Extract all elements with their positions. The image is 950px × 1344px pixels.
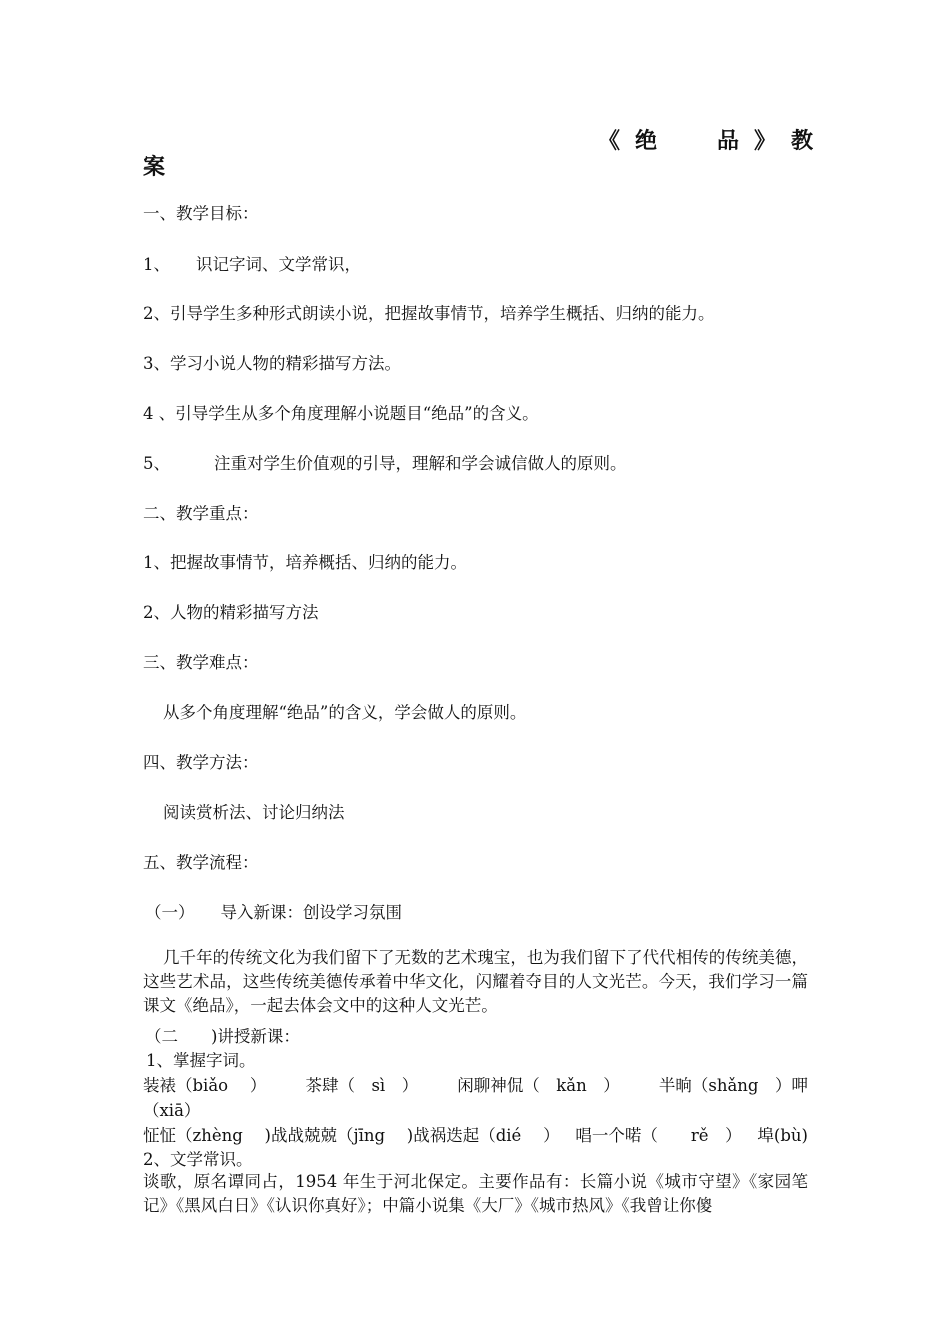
title-char-jiao: 教: [790, 128, 813, 154]
process-step-1-text: 导入新课：创设学习氛围: [220, 903, 402, 922]
goal-item-2: 2、引导学生多种形式朗读小说，把握故事情节，培养学生概括、归纳的能力。: [143, 304, 715, 323]
document-title: [598, 124, 813, 155]
goal-item-4: 4 、引导学生从多个角度理解小说题目“绝品”的含义。: [143, 404, 539, 423]
process-step-2: （二 )讲授新课：: [145, 1027, 300, 1046]
section-heading-difficulty: 三、教学难点：: [143, 653, 259, 672]
goal-item-1: [143, 251, 361, 275]
vocab-item: 茶肆（ sì ）: [305, 1076, 419, 1095]
process-step-1: [145, 899, 402, 923]
process-step-1-number: （一）: [145, 903, 195, 922]
vocab-heading: 1、掌握字词。: [146, 1051, 256, 1070]
goal-item-5: [143, 450, 627, 474]
section-heading-process: 五、教学流程：: [143, 853, 259, 872]
vocab-item: 装裱（biǎo ）: [143, 1076, 267, 1095]
vocab-row-2: [143, 1122, 808, 1146]
vocab-item: 半晌（shǎng ）呷: [658, 1076, 808, 1095]
goal-item-1-number: 1、: [143, 255, 170, 274]
section-heading-focus: 二、教学重点：: [143, 504, 259, 523]
title-bracket-close: 》: [753, 128, 776, 154]
method-text: 阅读赏析法、讨论归纳法: [163, 803, 345, 822]
document-title-wrap: 案: [143, 154, 166, 180]
literature-paragraph: 谈歌，原名谭同占，1954 年生于河北保定。主要作品有：长篇小说《城市守望》《家园笔记》《黑风白日》《认识你真好》；中篇小说集《大厂》《城市热风》《我曾让你傻: [143, 1172, 808, 1215]
vocab-item: 埠(bù): [757, 1126, 808, 1145]
section-heading-method: 四、教学方法：: [143, 753, 259, 772]
vocab-item: 唱一个喏（ rě ）: [575, 1126, 742, 1145]
title-bracket-open: 《: [598, 128, 621, 154]
goal-item-5-text: 注重对学生价值观的引导，理解和学会诚信做人的原则。: [214, 454, 627, 473]
vocab-row-1-wrap: （xiā）: [143, 1101, 201, 1120]
focus-item-1: 1、把握故事情节，培养概括、归纳的能力。: [143, 553, 467, 572]
vocab-item: 闲聊神侃（ kǎn ）: [457, 1076, 620, 1095]
focus-item-2: 2、人物的精彩描写方法: [143, 603, 319, 622]
goal-item-3: 3、学习小说人物的精彩描写方法。: [143, 354, 401, 373]
difficulty-text: 从多个角度理解“绝品”的含义，学会做人的原则。: [163, 703, 527, 722]
intro-paragraph: 几千年的传统文化为我们留下了无数的艺术瑰宝，也为我们留下了代代相传的传统美德，这些艺术品，这些传统美德传承着中华文化，闪耀着夺目的人文光芒。今天，我们学习一篇课文《绝品》，一起去体会文中的这种人文光芒。: [143, 948, 808, 1015]
vocab-item: 怔怔（zhèng )战战兢兢（jīng )战祸迭起（dié ）: [143, 1126, 560, 1145]
title-char-pin: 品: [716, 128, 739, 154]
vocab-row-1: [143, 1072, 808, 1096]
section-heading-goals: 一、教学目标：: [143, 204, 259, 223]
literature-heading: 2、文学常识。: [143, 1150, 253, 1169]
goal-item-5-number: 5、: [143, 454, 170, 473]
goal-item-1-text: 识记字词、文学常识，: [196, 255, 361, 274]
title-char-jue: 绝: [635, 128, 658, 154]
